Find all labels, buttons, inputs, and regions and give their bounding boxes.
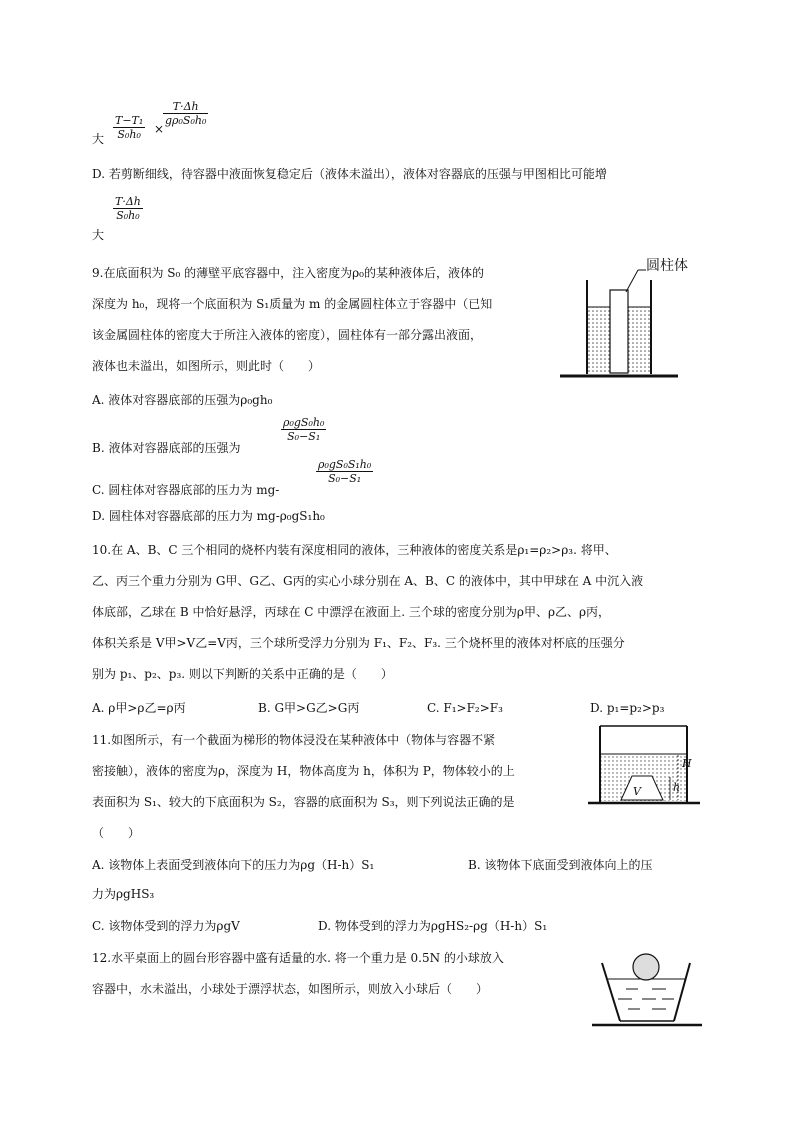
fraction-2-numerator: T·Δh: [172, 100, 199, 113]
fraction-2-denominator: gρ₀S₀h₀: [165, 114, 207, 127]
fraction-3: [113, 195, 143, 222]
q10-option-d: D. p₁=p₂>p₃: [590, 701, 665, 715]
q9-option-b: B. 液体对容器底部的压强为: [92, 441, 241, 455]
q10-line-5: 别为 p₁、p₂、p₃. 则以下判断的关系中正确的是（ ）: [92, 667, 393, 681]
q10-option-b: B. G甲>G乙>G丙: [258, 701, 360, 715]
q11-option-d: D. 物体受到的浮力为ρgHS₂-ρg（H-h）S₁: [318, 919, 548, 933]
q9-option-b-fraction: [281, 416, 326, 443]
fraction-2: [163, 100, 208, 127]
q10-option-c: C. F₁>F₂>F₃: [427, 701, 503, 715]
q9-b-numerator: ρ₀gS₀h₀: [283, 416, 325, 429]
q10-option-a: A. ρ甲>ρ乙=ρ丙: [92, 701, 186, 715]
q11-fig-label-h: h: [673, 781, 681, 794]
q9-c-denominator: S₀−S₁: [328, 472, 362, 485]
q10-line-1: 10.在 A、B、C 三个相同的烧杯内装有深度相同的液体，三种液体的密度关系是ρ₁=ρ₂>ρ₃. 将甲、: [92, 543, 617, 557]
q12-line-1: 12.水平桌面上的圆台形容器中盛有适量的水. 将一个重力是 0.5N 的小球放入: [92, 951, 504, 965]
q12-line-2: 容器中，水未溢出，小球处于漂浮状态，如图所示，则放入小球后（ ）: [92, 982, 489, 996]
q9-line-1: 9.在底面积为 S₀ 的薄壁平底容器中，注入密度为ρ₀的某种液体后，液体的: [92, 266, 484, 280]
q10-line-4: 体积关系是 V甲>V乙=V丙，三个球所受浮力分别为 F₁、F₂、F₃. 三个烧杯里的液体对杯底的压强分: [92, 636, 625, 650]
q9-option-c: C. 圆柱体对容器底部的压力为 mg-: [92, 483, 280, 497]
q9-c-numerator: ρ₀gS₀S₁h₀: [318, 458, 372, 471]
q11-line-1: 11.如图所示，有一个截面为梯形的物体浸没在某种液体中（物体与容器不紧: [92, 733, 496, 747]
q11-line-2: 密接触），液体的密度为ρ，深度为 H，物体高度为 h，体积为 P，物体较小的上: [92, 764, 515, 778]
q11-line-3: 表面积为 S₁、较大的下底面积为 S₂，容器的底面积为 S₃，则下列说法正确的是: [92, 795, 515, 809]
q9-b-denominator: S₀−S₁: [287, 430, 321, 443]
fraction-1-denominator: S₀h₀: [117, 128, 141, 141]
q11-fig-label-V: V: [633, 785, 641, 798]
q9-line-2: 深度为 h₀，现将一个底面积为 S₁质量为 m 的金属圆柱体立于容器中（已知: [92, 297, 493, 311]
q11-option-a: A. 该物体上表面受到液体向下的压力为ρg（H-h）S₁: [92, 858, 375, 872]
times-sign: ×: [154, 122, 165, 136]
option-d-text: D. 若剪断细线，待容器中液面恢复稳定后（液体未溢出），液体对容器底的压强与甲图相比可能增: [92, 167, 607, 181]
q11-line-4: （ ）: [92, 826, 141, 840]
q9-line-4: 液体也未溢出，如图所示，则此时（ ）: [92, 359, 321, 373]
da-char-2: 大: [92, 228, 105, 242]
da-char-1: 大: [92, 132, 105, 146]
q12-figure-floating-ball: [592, 945, 702, 1033]
q9-line-3: 该金属圆柱体的密度大于所注入液体的密度），圆柱体有一部分露出液面，: [92, 328, 483, 342]
q9-option-a: A. 液体对容器底部的压强为ρ₀gh₀: [92, 393, 273, 407]
q9-option-c-fraction: [316, 458, 373, 485]
q10-line-2: 乙、丙三个重力分别为 G甲、G乙、G丙的实心小球分别在 A、B、C 的液体中，其中甲球在 A 中沉入液: [92, 574, 644, 588]
q11-option-c: C. 该物体受到的浮力为ρgV: [92, 919, 240, 933]
fraction-1-numerator: T−T₁: [115, 114, 144, 127]
q11-fig-label-H: H: [682, 757, 692, 770]
fraction-1: [113, 114, 145, 141]
fraction-3-denominator: S₀h₀: [116, 209, 140, 222]
q9-option-d: D. 圆柱体对容器底部的压力为 mg-ρ₀gS₁h₀: [92, 509, 325, 523]
q9-figure-label: 圆柱体: [646, 258, 688, 274]
q10-line-3: 体底部，乙球在 B 中恰好悬浮，丙球在 C 中漂浮在液面上. 三个球的密度分别为ρ甲、ρ乙、ρ丙，: [92, 605, 611, 619]
q11-option-b-part-2: 力为ρgHS₃: [92, 887, 155, 901]
fraction-3-numerator: T·Δh: [115, 195, 141, 208]
q11-option-b-part-1: B. 该物体下底面受到液体向上的压: [468, 858, 653, 872]
